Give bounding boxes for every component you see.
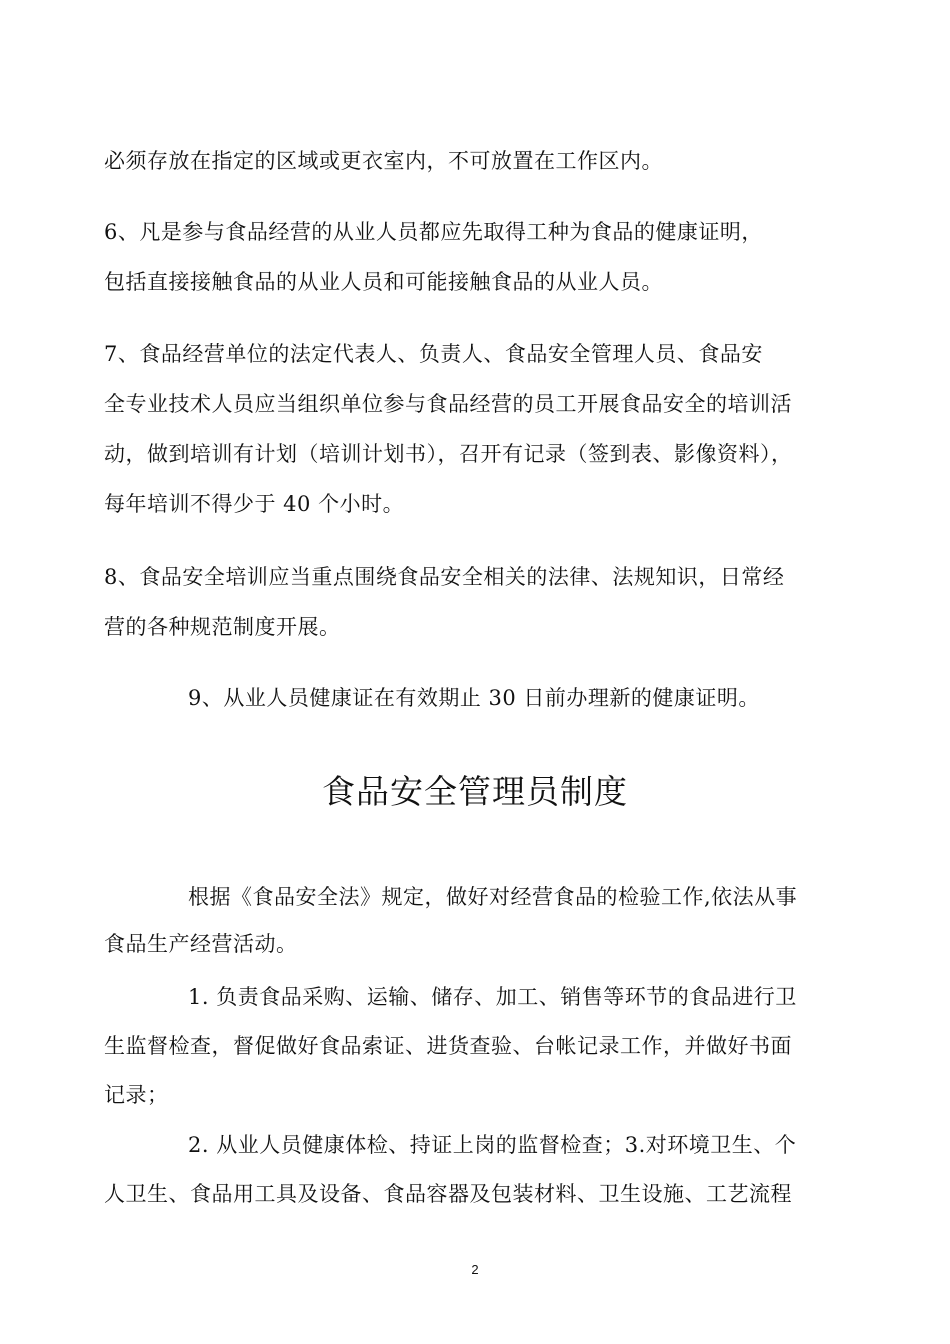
text-line: 营的各种规范制度开展。 — [104, 615, 341, 639]
text-line: 1. 负责食品采购、运输、储存、加工、销售等环节的食品进行卫 — [188, 985, 797, 1009]
text-line: 7、食品经营单位的法定代表人、负责人、食品安全管理人员、食品安 — [104, 342, 763, 366]
text-line: 6、凡是参与食品经营的从业人员都应先取得工种为食品的健康证明， — [104, 220, 763, 244]
text-line: 9、从业人员健康证在有效期止 30 日前办理新的健康证明。 — [188, 686, 760, 710]
text-line: 包括直接接触食品的从业人员和可能接触食品的从业人员。 — [104, 270, 663, 294]
text-line: 记录； — [104, 1083, 169, 1107]
text-line: 2. 从业人员健康体检、持证上岗的监督检查；3.对环境卫生、个 — [188, 1133, 797, 1157]
page-number: 2 — [471, 1262, 479, 1277]
text-line: 8、食品安全培训应当重点围绕食品安全相关的法律、法规知识，日常经 — [104, 565, 785, 589]
text-line: 食品生产经营活动。 — [104, 932, 298, 956]
text-line: 人卫生、食品用工具及设备、食品容器及包装材料、卫生设施、工艺流程 — [104, 1182, 792, 1206]
text-line: 动，做到培训有计划（培训计划书），召开有记录（签到表、影像资料）， — [104, 442, 793, 466]
text-line: 必须存放在指定的区域或更衣室内，不可放置在工作区内。 — [104, 149, 663, 173]
text-line: 全专业技术人员应当组织单位参与食品经营的员工开展食品安全的培训活 — [104, 392, 792, 416]
text-line: 生监督检查，督促做好食品索证、进货查验、台帐记录工作，并做好书面 — [104, 1034, 792, 1058]
section-title: 食品安全管理员制度 — [322, 772, 628, 811]
text-line: 根据《食品安全法》规定，做好对经营食品的检验工作,依法从事 — [188, 885, 798, 909]
text-line: 每年培训不得少于 40 个小时。 — [104, 492, 405, 516]
